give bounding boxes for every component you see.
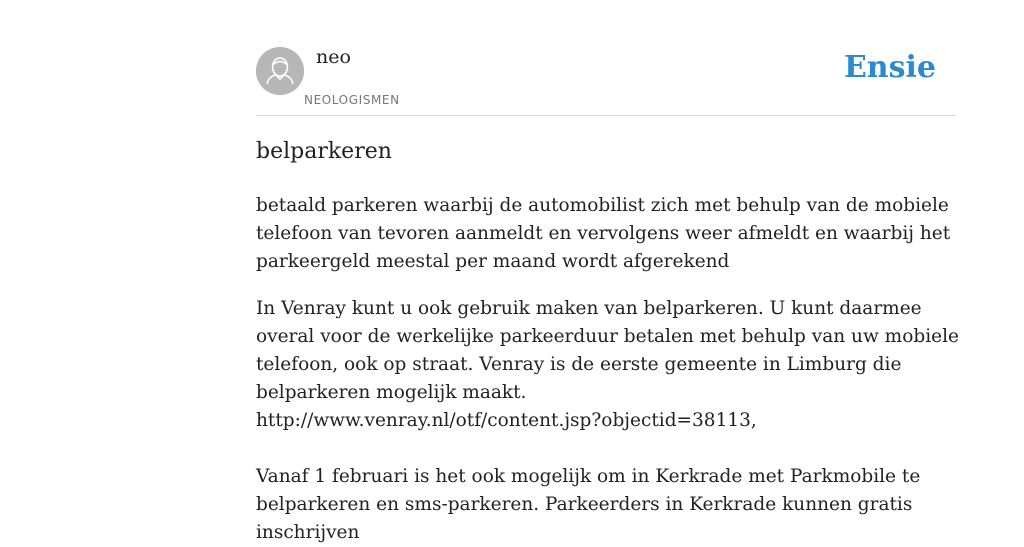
user-avatar-icon[interactable] — [256, 47, 304, 95]
brand-logo[interactable]: Ensie — [843, 50, 936, 85]
paragraph-spacer — [256, 435, 962, 463]
entry-definition: betaald parkeren waarbij de automobilist zich met behulp van de mobiele telefoon van tevoren aanmeldt en vervolgens weer afmeldt en waarbij het parkeergeld meestal per maand wordt afgerekend — [256, 195, 951, 272]
entry-header — [256, 40, 956, 116]
entry-content — [256, 192, 962, 547]
entry-example — [256, 295, 962, 547]
category-label[interactable]: NEOLOGISMEN — [304, 93, 400, 107]
username-link[interactable]: neo — [316, 46, 351, 68]
example-text: In Venray kunt u ook gebruik maken van belparkeren. U kunt daarmee overal voor de werkelijke parkeerduur betalen met behulp van uw mobiele telefoon, ook op straat. Venray is de eerste gemeente in Limburg die belparkeren mogelijk maakt. — [256, 298, 959, 403]
example-text-2: Vanaf 1 februari is het ook mogelijk om in Kerkrade met Parkmobile te belparkeren en sms-parkeren. Parkeerders in Kerkrade kunnen gratis inschrijven — [256, 466, 921, 543]
example-source-link: http://www.venray.nl/otf/content.jsp?objectid=38113, — [256, 410, 757, 431]
entry-title: belparkeren — [256, 139, 392, 164]
